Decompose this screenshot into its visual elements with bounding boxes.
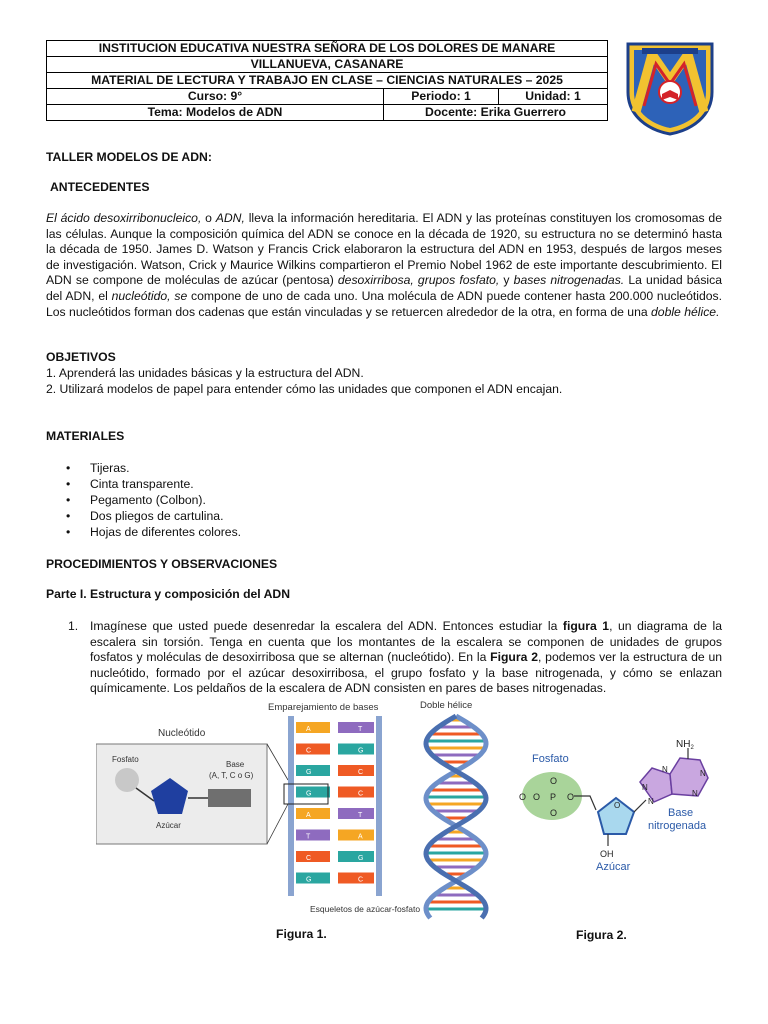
atom-n: N	[692, 789, 698, 798]
nh2-label: $NH_2$	[676, 739, 694, 751]
periodo-cell: Periodo: 1	[384, 89, 499, 105]
school-logo-icon	[622, 40, 718, 136]
taller-title: TALLER MODELOS DE ADN:	[46, 150, 212, 164]
fig2-fosfato-label: Fosfato	[532, 753, 569, 765]
list-item: • Hojas de diferentes colores.	[66, 524, 241, 540]
esqueletos-label: Esqueletos de azúcar-fosfato	[310, 904, 421, 914]
base-letter: G	[358, 747, 364, 755]
base-letter: C	[306, 855, 312, 862]
figure-2-nucleotide-structure	[512, 738, 730, 880]
base-letter: G	[358, 855, 364, 862]
figure-2-caption: Figura 2.	[576, 928, 627, 942]
objetivo-1: 1. Aprenderá las unidades básicas y la estructura del ADN.	[46, 366, 364, 380]
azucar-label: Azúcar	[156, 821, 181, 830]
atom-o: O	[567, 792, 575, 802]
school-name: INSTITUCION EDUCATIVA NUESTRA SEÑORA DE LOS DOLORES DE MANARE	[47, 41, 608, 57]
unidad-cell: Unidad: 1	[499, 89, 608, 105]
emparejamiento-title: Emparejamiento de bases	[268, 702, 379, 713]
tema-cell: Tema: Modelos de ADN	[47, 105, 384, 121]
base-pair-left	[296, 765, 330, 776]
base-pair-right	[338, 787, 374, 798]
base-letter: T	[358, 726, 363, 733]
base-label: Base	[668, 807, 694, 819]
list-item: • Dos pliegos de cartulina.	[66, 508, 241, 524]
base-letter: G	[306, 876, 312, 884]
materiales-list	[66, 460, 241, 540]
atom-o: O	[533, 792, 541, 802]
atom-p: P	[550, 792, 557, 802]
phosphate-circle	[115, 768, 139, 792]
base-pair-left	[296, 722, 330, 733]
base-letter: G	[306, 790, 312, 798]
list-item: • Tijeras.	[66, 460, 241, 476]
base-rect	[208, 789, 251, 807]
base-pair-right	[338, 830, 374, 841]
atom-n: N	[642, 783, 648, 792]
atom-n: N	[662, 765, 668, 774]
procedimientos-heading: PROCEDIMIENTOS Y OBSERVACIONES	[46, 557, 278, 571]
header-table	[46, 40, 608, 121]
base-pair-left	[296, 744, 330, 755]
atom-o: O	[519, 792, 527, 802]
fig2-azucar-label: Azúcar	[596, 861, 631, 873]
base-pair-right	[338, 873, 374, 884]
procedimiento-paragraph: Imagínese que usted puede desenredar la escalera del ADN. Entonces estudiar la figura 1, un diagrama de la escalera sin torsión. Tenga en cuenta que los montantes de la escalera se componen de unidades de grupos fosfatos y moléculas de desoxirribosa que se alternan (nucleótido). En la Figura 2, podemos ver la estructura de un nucleótido, formado por el azúcar desoxirribosa, el grupo fosfato y la base nitrogenada, y cómo se enlazan químicamente. Los peldaños de la escalera de ADN consisten en pares de bases nitrogenadas.	[90, 619, 723, 696]
base-letter: A	[306, 726, 311, 733]
docente-cell: Docente: Erika Guerrero	[384, 105, 608, 121]
base-letter: A	[358, 833, 363, 841]
base-letter: A	[306, 812, 311, 819]
antecedentes-paragraph: El ácido desoxirribonucleico, o ADN, lleva la información hereditaria. El ADN y las proteínas constituyen los cromosomas de las células. Aunque la composición química del ADN se conoce en la década de 1920, su estructura no se determinó hasta la década de 1950. James D. Watson y Francis Crick elaboraron la estructura del ADN en 1953, después de largos meses de investigación. Watson, Crick y Maurice Wilkins compartieron el Premio Nobel 1962 de este importante descubrimiento. El ADN se compone de moléculas de azúcar (pentosa) desoxirribosa, grupos fosfato, y bases nitrogenadas. La unidad básica del ADN, el nucleótido, se compone de uno de cada uno. Una molécula de ADN puede contener hasta 200.000 nucleótidos. Los nucleótidos forman dos cadenas que están vinculadas y se retuercen alrededor de la otra, en forma de una doble hélice.	[46, 211, 723, 319]
base-pairing-ladder	[284, 716, 382, 896]
nucleotido-title: Nucleótido	[158, 728, 206, 739]
base-letter: C	[358, 790, 364, 798]
materiales-heading: MATERIALES	[46, 429, 125, 443]
base-pair-right	[338, 851, 374, 862]
double-helix	[426, 716, 486, 918]
base-pair-left	[296, 808, 330, 819]
base-pair-left	[296, 830, 330, 841]
base-options-label: (A, T, C o G)	[209, 771, 254, 780]
base-pair-right	[338, 722, 374, 733]
base-pair-left	[296, 787, 330, 798]
item-number: 1.	[68, 619, 79, 633]
base-pair-left	[296, 851, 330, 862]
right-backbone	[376, 716, 382, 896]
base-letter: T	[358, 812, 363, 819]
atom-o: O	[614, 801, 621, 810]
parte-heading: Parte I. Estructura y composición del ADN	[46, 587, 291, 601]
base-letter: C	[358, 769, 364, 776]
atom-n: N	[648, 797, 654, 806]
material-title: MATERIAL DE LECTURA Y TRABAJO EN CLASE – CIENCIAS NATURALES – 2025	[47, 73, 608, 89]
left-backbone	[288, 716, 294, 896]
base-letter: C	[306, 747, 312, 755]
base-letter: T	[306, 833, 311, 841]
list-item: • Pegamento (Colbon).	[66, 492, 241, 508]
fosfato-label: Fosfato	[112, 755, 139, 764]
base-pair-right	[338, 765, 374, 776]
atom-o: O	[550, 776, 558, 786]
figure-1-caption: Figura 1.	[276, 927, 327, 941]
base-label: Base	[226, 760, 245, 769]
base-letter: C	[358, 876, 364, 884]
base-letter: G	[306, 769, 312, 776]
figure-1-dna-diagram	[96, 700, 491, 922]
objetivo-2: 2. Utilizará modelos de papel para entender cómo las unidades que componen el ADN encajan.	[46, 382, 563, 396]
atom-n: N	[700, 769, 706, 778]
list-item: • Cinta transparente.	[66, 476, 241, 492]
oh-label: OH	[600, 849, 614, 859]
base-pair-left	[296, 873, 330, 884]
curso-cell: Curso: 9°	[47, 89, 384, 105]
school-location: VILLANUEVA, CASANARE	[47, 57, 608, 73]
doble-helice-title: Doble hélice	[420, 700, 473, 711]
base-pair-right	[338, 808, 374, 819]
base-pair-right	[338, 744, 374, 755]
atom-o: O	[550, 808, 558, 818]
antecedentes-heading: ANTECEDENTES	[50, 180, 150, 194]
nitrogenada-label: nitrogenada	[648, 820, 707, 832]
objetivos-heading: OBJETIVOS	[46, 350, 116, 364]
